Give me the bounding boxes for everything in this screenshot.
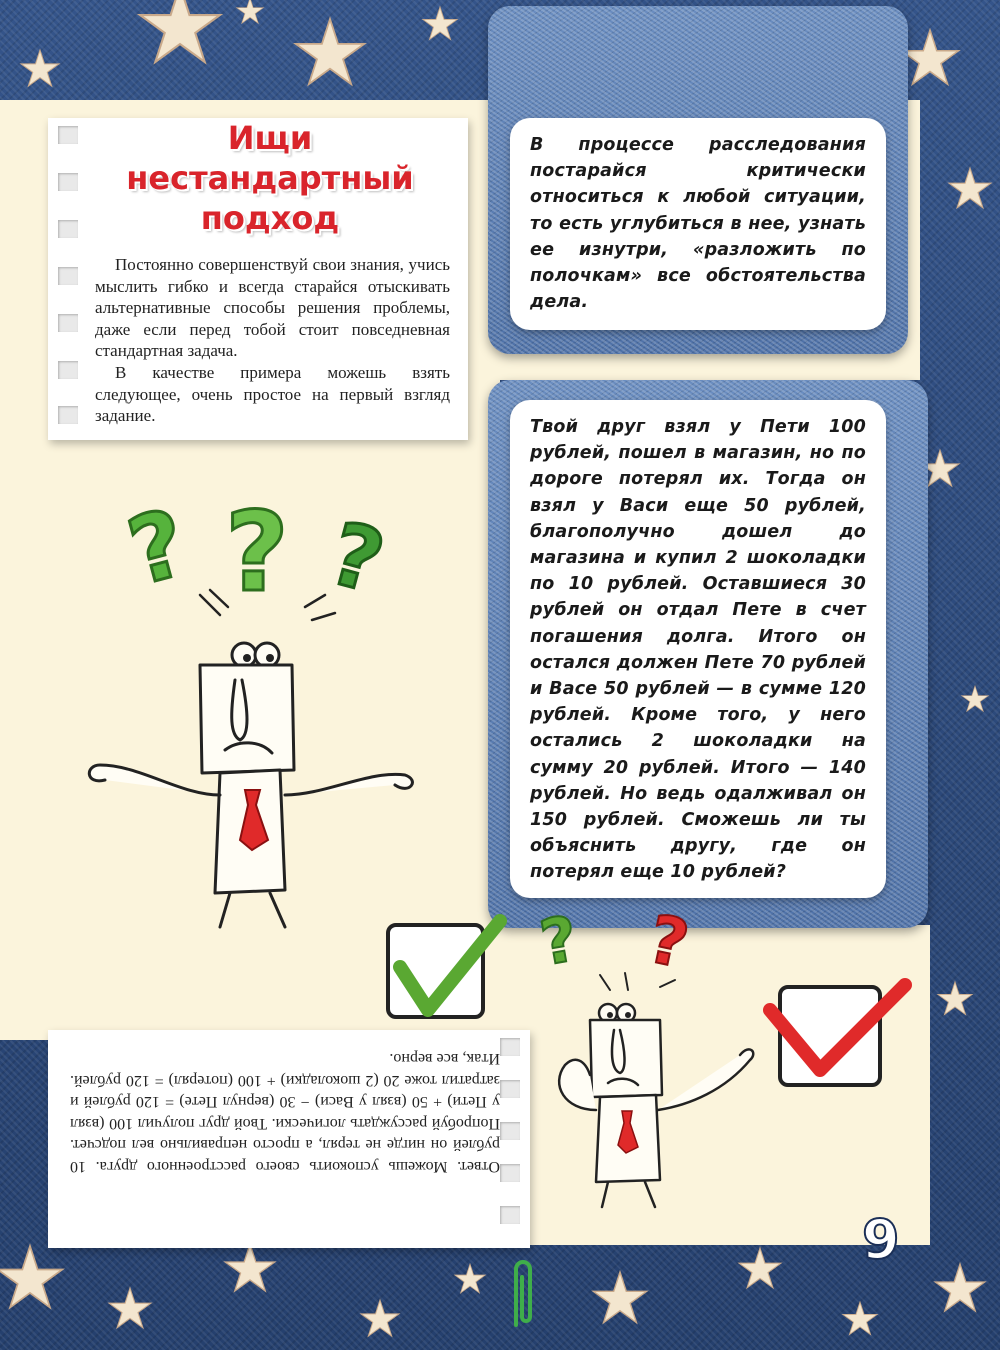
- note-title: Ищи нестандартный подход: [126, 119, 414, 237]
- svg-text:?: ?: [225, 488, 289, 616]
- thinking-man-illustration: [530, 895, 760, 1215]
- svg-text:?: ?: [641, 900, 696, 984]
- callout-puzzle-text: Твой друг взял у Пети 100 рублей, пошел в магазин, но по дороге потерял их. Тогда он взял у Васи еще 50 рублей, благополучно дошел до магазина и купил 2 шоколадки по 10 рублей. Оставшиеся 30 рублей он отдал Пете в счет погашения долга. Итого он остался должен Пете 70 рублей и Васе 50 рублей — в сумме 120 рублей. Кроме того, у него остались 2 шоколадки на сумму 20 рублей. Итого — 140 рублей. Но ведь одалживал он 150 рублей. Сможешь ли ты объяснить другу, где он потерял еще 10 рублей?: [530, 417, 866, 883]
- svg-text:?: ?: [534, 901, 584, 980]
- note-paragraph-2: В качестве примера можешь взять следующее, очень простое на первый взгляд задание.: [95, 362, 450, 426]
- page-number: 9: [862, 1208, 900, 1271]
- answer-text: Ответ. Можешь успокоить своего расстроенного друга. 10 рублей он нигде не терял, а просто неправильно вел подсчет. Попробуй рассуждать логически. Твой друг получил 100 (взял у Пети) + 50 (взял у Васи) − 30 (вернул Пете) = 120 рублей и затратил тоже 20 (2 шоколадки) + 100 (потерял) = 120 рублей. Итак, все верно.: [70, 1050, 500, 1175]
- checkmark-icon: [765, 975, 915, 1090]
- paperclip-icon: [508, 1255, 538, 1335]
- note-body: [95, 254, 450, 427]
- note-paragraph-1: Постоянно совершенствуй свои знания, учись мыслить гибко и всегда старайся отыскивать альтернативные способы решения проблемы, даже если перед тобой стоит повседневная стандартная задача.: [95, 255, 450, 361]
- question-mark-icon: [118, 488, 394, 616]
- callout-critical-thinking-text: В процессе расследования постарайся критически относиться к любой ситуации, то есть углубиться в нее, узнать ее изнутри, «разложить по полочкам» все обстоятельства дела.: [530, 135, 866, 313]
- question-mark-icon: [535, 900, 695, 983]
- svg-text:?: ?: [319, 503, 394, 614]
- checkmark-icon: [380, 915, 510, 1025]
- callout-puzzle: [510, 400, 886, 898]
- svg-text:?: ?: [118, 489, 198, 607]
- callout-critical-thinking: [510, 118, 886, 330]
- confused-man-illustration: [80, 488, 430, 935]
